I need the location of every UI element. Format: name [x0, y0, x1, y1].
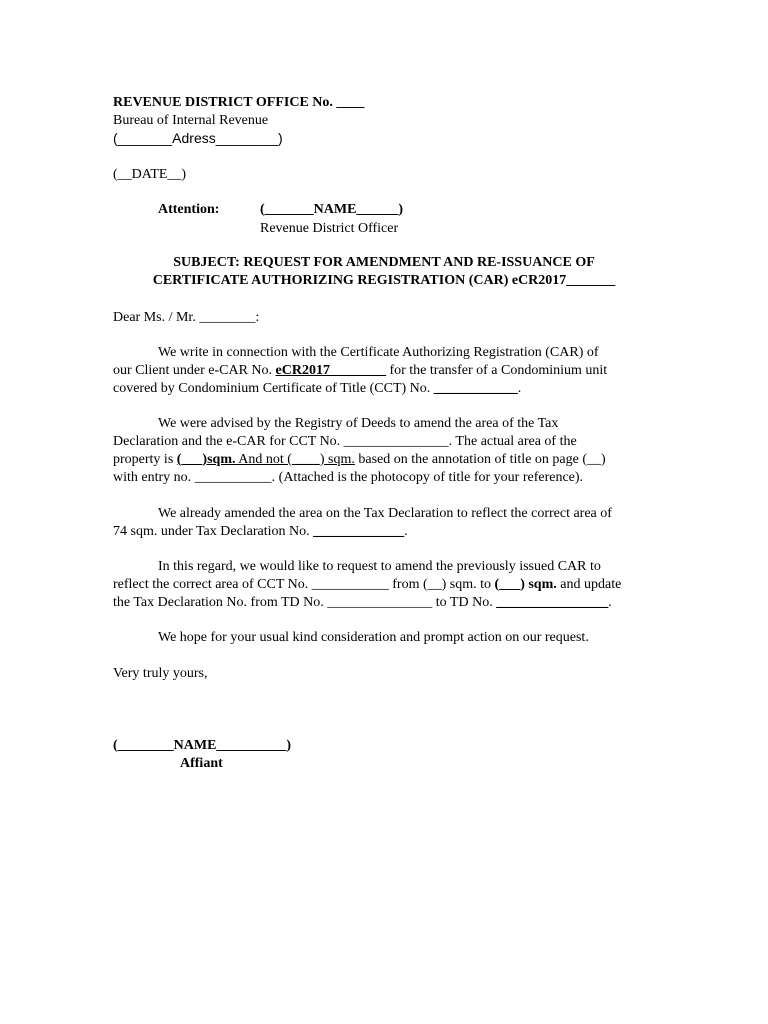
- para4-text: and update: [556, 577, 622, 592]
- para4-line1: In this regard, we would like to request to amend the previously issued CAR to: [158, 559, 601, 574]
- para4-text: the Tax Declaration No. from TD No. _______________ to TD No.: [113, 595, 497, 610]
- actual-area-field: (___)sqm.: [176, 452, 236, 467]
- attention-label: Attention:: [158, 202, 220, 217]
- para5: We hope for your usual kind consideration and prompt action on our request.: [158, 630, 589, 645]
- para3-line2: [113, 523, 408, 541]
- new-td-number-field: ________________: [496, 595, 609, 610]
- office-heading: REVENUE DISTRICT OFFICE No. ____: [113, 95, 365, 110]
- para3-line1: We already amended the area on the Tax Declaration to reflect the correct area of: [158, 506, 612, 521]
- para4-text: reflect the correct area of CCT No. ___________ from (__) sqm. to: [113, 577, 495, 592]
- para2-text: based on the annotation of title on page (__): [354, 452, 606, 467]
- para3-text: 74 sqm. under Tax Declaration No.: [113, 524, 314, 539]
- subject-line-1: SUBJECT: REQUEST FOR AMENDMENT AND RE-ISSUANCE OF: [173, 255, 595, 270]
- para1-text: our Client under e-CAR No.: [113, 363, 276, 378]
- address-placeholder: (_______Adress________): [113, 130, 283, 146]
- salutation: Dear Ms. / Mr. ________:: [113, 310, 260, 325]
- subject-line-2: CERTIFICATE AUTHORIZING REGISTRATION (CAR) eCR2017_______: [152, 273, 616, 288]
- date-placeholder: (__DATE__): [113, 167, 187, 182]
- wrong-area-field: And not (____) sqm.: [235, 452, 355, 467]
- closing: Very truly yours,: [113, 666, 208, 681]
- para1-text: .: [517, 381, 522, 396]
- correct-area-field: (___) sqm.: [494, 577, 557, 592]
- para2-text: property is: [113, 452, 177, 467]
- para1-line2: [113, 362, 607, 380]
- para1-text: covered by Condominium Certificate of Title (CCT) No.: [113, 381, 434, 396]
- para1-line3: [113, 380, 521, 398]
- para2-line3: [113, 451, 606, 469]
- para1-text: for the transfer of a Condominium unit: [385, 363, 608, 378]
- para2-line2: Declaration and the e-CAR for CCT No. _______________. The actual area of the: [113, 434, 577, 449]
- para4-line3: [113, 594, 612, 612]
- tax-declaration-field: _____________: [313, 524, 405, 539]
- para2-line1: We were advised by the Registry of Deeds to amend the area of the Tax: [158, 416, 559, 431]
- para4-line2: [113, 576, 621, 594]
- signature-role: Affiant: [180, 756, 223, 771]
- para4-text: .: [608, 595, 612, 610]
- para3-text: .: [404, 524, 408, 539]
- ecar-number-field: eCR2017________: [275, 363, 386, 378]
- signature-name: (________NAME__________): [113, 738, 292, 753]
- cct-number-field: ____________: [433, 381, 518, 396]
- attention-name: (_______NAME______): [260, 202, 404, 217]
- bureau-name: Bureau of Internal Revenue: [113, 113, 269, 128]
- attention-title: Revenue District Officer: [260, 221, 399, 236]
- para2-line4: with entry no. ___________. (Attached is the photocopy of title for your reference).: [113, 470, 584, 485]
- para1-line1: We write in connection with the Certificate Authorizing Registration (CAR) of: [158, 345, 599, 360]
